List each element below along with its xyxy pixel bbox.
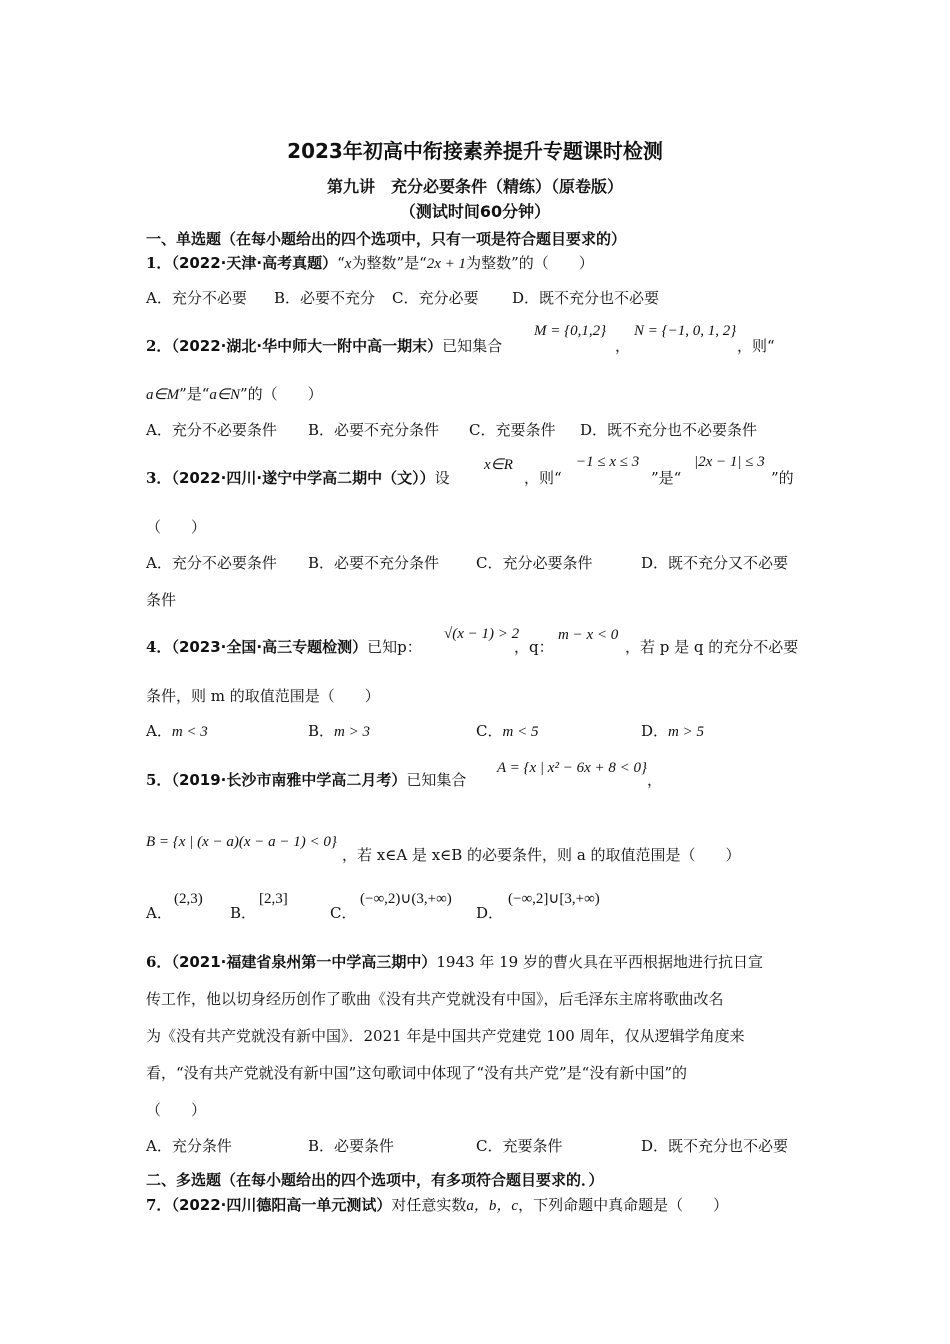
q5-option-d-label: D． <box>476 904 504 922</box>
q4-option-a: A．m < 3 <box>146 722 208 740</box>
question-number: 4． <box>146 638 172 656</box>
q3-option-c: C．充分必要条件 <box>476 554 593 572</box>
q5-option-c-label: C． <box>330 904 357 922</box>
question-source: （2022·天津·高考真题） <box>171 254 338 272</box>
answer-paren: （ ） <box>146 1101 207 1119</box>
math-set-A: A = {x | x² − 6x + 8 < 0} <box>497 760 647 776</box>
q1-option-b: B．必要不充分 <box>274 289 376 307</box>
math-set-B: B = {x | (x − a)(x − a − 1) < 0} <box>146 834 337 850</box>
question-number: 6． <box>146 953 172 971</box>
question-5-line-2: ，若 x∈A 是 x∈B 的必要条件，则 a 的取值范围是（ ） <box>342 846 741 864</box>
question-7: 7．（2022·四川德阳高一单元测试）对任意实数a，b，c，下列命题中真命题是（ ） <box>146 1196 729 1214</box>
q6-option-b: B．必要条件 <box>308 1137 395 1155</box>
q6-option-d: D．既不充分也不必要 <box>641 1137 789 1155</box>
document-title: 2023年初高中衔接素养提升专题课时检测 <box>287 139 663 163</box>
question-1: 1．（2022·天津·高考真题）“x为整数”是“2x + 1为整数”的（ ） <box>146 254 594 272</box>
question-number: 2． <box>146 337 172 355</box>
q5-option-a-value: (2,3) <box>174 891 203 907</box>
question-source: （2022·四川·遂宁中学高二期中（文）） <box>171 469 435 487</box>
math-a-in-N: a∈N <box>209 387 240 403</box>
question-6-line-3: 为《没有共产党就没有新中国》．2021 年是中国共产党建党 100 周年，仅从逻辑学角度来 <box>146 1027 745 1045</box>
question-5: 5．（2019·长沙市南雅中学高二月考）已知集合 <box>146 771 467 789</box>
question-number: 1． <box>146 254 172 272</box>
question-number: 5． <box>146 771 172 789</box>
q3-option-d: D．既不充分又不必要 <box>641 554 789 572</box>
q5-option-b-label: B． <box>230 904 257 922</box>
q3-option-a: A．充分不必要条件 <box>146 554 277 572</box>
question-6-line-4: 看，“没有共产党就没有新中国”这句歌词中体现了“没有共产党”是“没有新中国”的 <box>146 1064 688 1082</box>
question-3: 3．（2022·四川·遂宁中学高二期中（文））设 <box>146 469 450 487</box>
question-4: 4．（2023·全国·高三专题检测）已知p： <box>146 638 422 656</box>
question-source: （2022·四川德阳高一单元测试） <box>171 1196 392 1214</box>
math-m-minus-x: m − x < 0 <box>558 627 619 643</box>
question-6: 6．（2021·福建省泉州第一中学高三期中）1943 年 19 岁的曹火具在平西根据地进行抗日宣 <box>146 953 763 971</box>
document-page: 2023年初高中衔接素养提升专题课时检测 第九讲 充分必要条件（精练）（原卷版） （测试时间60分钟） 一、单选题（在每小题给出的四个选项中，只有一项是符合题目要求的） 1．（2022·天津·高考真题）“x为整数”是“2x + 1为整数”的（ ） A．充分不必要 B．必要不充分 C．充分必要 D．既不充分也不必要 2．（2022·湖北·华中师大一附中高一期末）已知集合 M = {0,1,2} ， N = {−1, 0, 1, 2} ，则“ a∈M”是“a∈N”的（ ） A．充分不必要条件 B．必要不充分条件 C．充要条件 D．既不充分也不必要条件 3．（2022·四川·遂宁中学高二期中（文））设 x∈R ，则“ −1 ≤ x ≤ 3 ”是“ |2x − 1| ≤ 3 ”的 （ ） A．充分不必要条件 B．必要不充分条件 C．充分必要条件 D．既不充分又不必要 条件 4．（2023·全国·高三专题检测）已知p： √(x − 1) > 2 ，q： m − x < 0 ，若 p 是 q 的充分不必要 条件，则 m 的取值范围是（ ） A．m < 3 B．m > 3 C．m < 5 D．m > 5 5．（2019·长沙市南雅中学高二月考）已知集合 A = {x | x² − 6x + 8 < 0} ， B = {x | (x − a)(x − a − 1) < 0} ，若 x∈A 是 x∈B 的必要条件，则 a 的取值范围是（ ） A． (2,3) B． [2,3] C． (−∞,2)∪(3,+∞) D． (−∞,2]∪[3,+∞) 6．（2021·福建省泉州第一中学高三期中）1943 年 19 岁的曹火具在平西根据地进行抗日宣 传工作，他以切身经历创作了歌曲《没有共产党就没有中国》，后毛泽东主席将歌曲改名 为《没有共产党就没有新中国》．2021 年是中国共产党建党 100 周年，仅从逻辑学角度来 看，“没有共产党就没有新中国”这句歌词中体现了“没有共产党”是“没有新中国”的 （ ） A．充分条件 B．必要条件 C．充要条件 D．既不充分也不必要 二、多选题（在每小题给出的四个选项中，有多项符合题目要求的．） 7．（2022·四川德阳高一单元测试）对任意实数a，b，c，下列命题中真命题是（ ） <box>0 0 950 1344</box>
math-a-in-M: a∈M <box>146 387 180 403</box>
lecture-subtitle: 第九讲 充分必要条件（精练）（原卷版） <box>326 177 623 196</box>
q4-option-b: B．m > 3 <box>308 722 370 740</box>
question-source: （2021·福建省泉州第一中学高三期中） <box>171 953 437 971</box>
question-source: （2019·长沙市南雅中学高二月考） <box>171 771 407 789</box>
math-interval: −1 ≤ x ≤ 3 <box>576 454 640 470</box>
q2-option-a: A．充分不必要条件 <box>146 421 277 439</box>
math-x: x <box>344 256 352 272</box>
q5-option-b-value: [2,3] <box>259 891 288 907</box>
q4-option-d: D．m > 5 <box>641 722 704 740</box>
math-sqrt-condition: √(x − 1) > 2 <box>444 626 520 642</box>
math-set-M: M = {0,1,2} <box>534 323 607 339</box>
q5-option-d-value: (−∞,2]∪[3,+∞) <box>508 891 600 907</box>
question-2-line-2: a∈M”是“a∈N”的（ ） <box>146 385 323 403</box>
math-set-N: N = {−1, 0, 1, 2} <box>634 323 737 339</box>
q1-option-c: C．充分必要 <box>392 289 479 307</box>
q5-option-a-label: A． <box>146 904 172 922</box>
q6-option-a: A．充分条件 <box>146 1137 232 1155</box>
math-2x-plus-1: 2x + 1 <box>426 256 467 272</box>
answer-paren: （ ） <box>146 518 207 536</box>
math-x-in-R: x∈R <box>484 457 513 473</box>
question-2: 2．（2022·湖北·华中师大一附中高一期末）已知集合 <box>146 337 503 355</box>
q3-option-b: B．必要不充分条件 <box>308 554 440 572</box>
q2-option-d: D．既不充分也不必要条件 <box>580 421 758 439</box>
section-heading-single-choice: 一、单选题（在每小题给出的四个选项中，只有一项是符合题目要求的） <box>146 230 627 248</box>
q6-option-c: C．充要条件 <box>476 1137 563 1155</box>
q1-option-a: A．充分不必要 <box>146 289 247 307</box>
question-number: 7． <box>146 1196 172 1214</box>
question-4-line-2: 条件，则 m 的取值范围是（ ） <box>146 687 380 705</box>
question-number: 3． <box>146 469 172 487</box>
question-source: （2023·全国·高三专题检测） <box>171 638 368 656</box>
section-heading-multiple-choice: 二、多选题（在每小题给出的四个选项中，有多项符合题目要求的．） <box>146 1171 604 1189</box>
q2-option-b: B．必要不充分条件 <box>308 421 440 439</box>
q2-option-c: C．充要条件 <box>469 421 556 439</box>
question-6-line-2: 传工作，他以切身经历创作了歌曲《没有共产党就没有中国》，后毛泽东主席将歌曲改名 <box>146 990 724 1008</box>
question-source: （2022·湖北·华中师大一附中高一期末） <box>171 337 443 355</box>
q3-option-d-wrap: 条件 <box>146 591 177 609</box>
math-abs-inequality: |2x − 1| ≤ 3 <box>694 454 765 470</box>
q1-option-d: D．既不充分也不必要 <box>512 289 660 307</box>
time-note: （测试时间60分钟） <box>399 202 551 221</box>
q4-option-c: C．m < 5 <box>476 722 539 740</box>
math-abc: a，b，c <box>466 1198 519 1214</box>
q5-option-c-value: (−∞,2)∪(3,+∞) <box>360 891 452 907</box>
